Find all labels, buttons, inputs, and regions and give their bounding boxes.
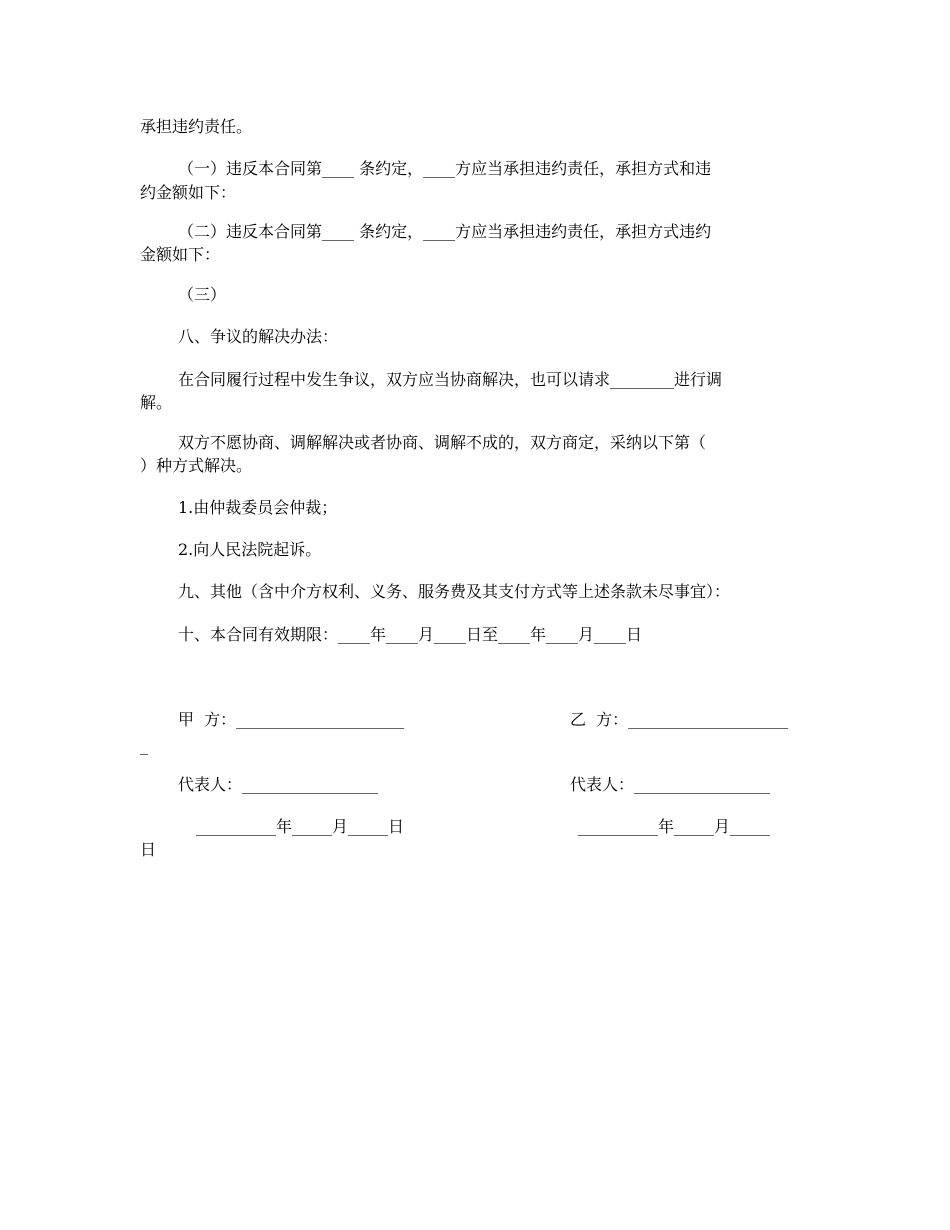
paragraph-breach-2: （二）违反本合同第____ 条约定，____方应当承担违约责任，承担方式违约	[178, 222, 712, 241]
section-heading-other: 九、其他（含中介方权利、义务、服务费及其支付方式等上述条款未尽事宜）：	[178, 582, 731, 601]
date-overflow-day: 日	[140, 840, 157, 859]
paragraph-breach-1-cont: 约金额如下：	[140, 183, 237, 202]
paragraph-mediation: 在合同履行过程中发生争议，双方应当协商解决，也可以请求________进行调	[178, 370, 723, 389]
paragraph-breach-2-cont: 金额如下：	[140, 245, 221, 264]
party-b-signature: 乙 方：____________________	[570, 710, 789, 729]
section-heading-disputes: 八、争议的解决办法：	[178, 327, 339, 346]
paragraph-resolution: 双方不愿协商、调解解决或者协商、调解不成的，双方商定，采纳以下第（	[178, 433, 707, 452]
party-a-date: __________年_____月_____日	[196, 817, 405, 836]
party-b-representative: 代表人：_________________	[570, 775, 771, 794]
paragraph-breach-1: （一）违反本合同第____ 条约定，____方应当承担违约责任，承担方式和违	[178, 159, 712, 178]
paragraph-mediation-cont: 解。	[140, 393, 173, 412]
signature-overflow-mark: _	[140, 736, 148, 755]
section-heading-term: 十、本合同有效期限：____年____月____日至____年____月____日	[178, 625, 643, 644]
paragraph-resolution-cont: ）种方式解决。	[140, 456, 253, 475]
party-b-date: __________年_____月_____	[578, 817, 771, 836]
party-a-signature: 甲 方：_____________________	[178, 710, 405, 729]
party-a-representative: 代表人：_________________	[178, 775, 379, 794]
paragraph-liability-end: 承担违约责任。	[140, 117, 253, 136]
option-court: 2.向人民法院起诉。	[178, 540, 322, 559]
paragraph-breach-3: （三）	[178, 285, 227, 304]
option-arbitration: 1.由仲裁委员会仲裁；	[178, 498, 338, 517]
